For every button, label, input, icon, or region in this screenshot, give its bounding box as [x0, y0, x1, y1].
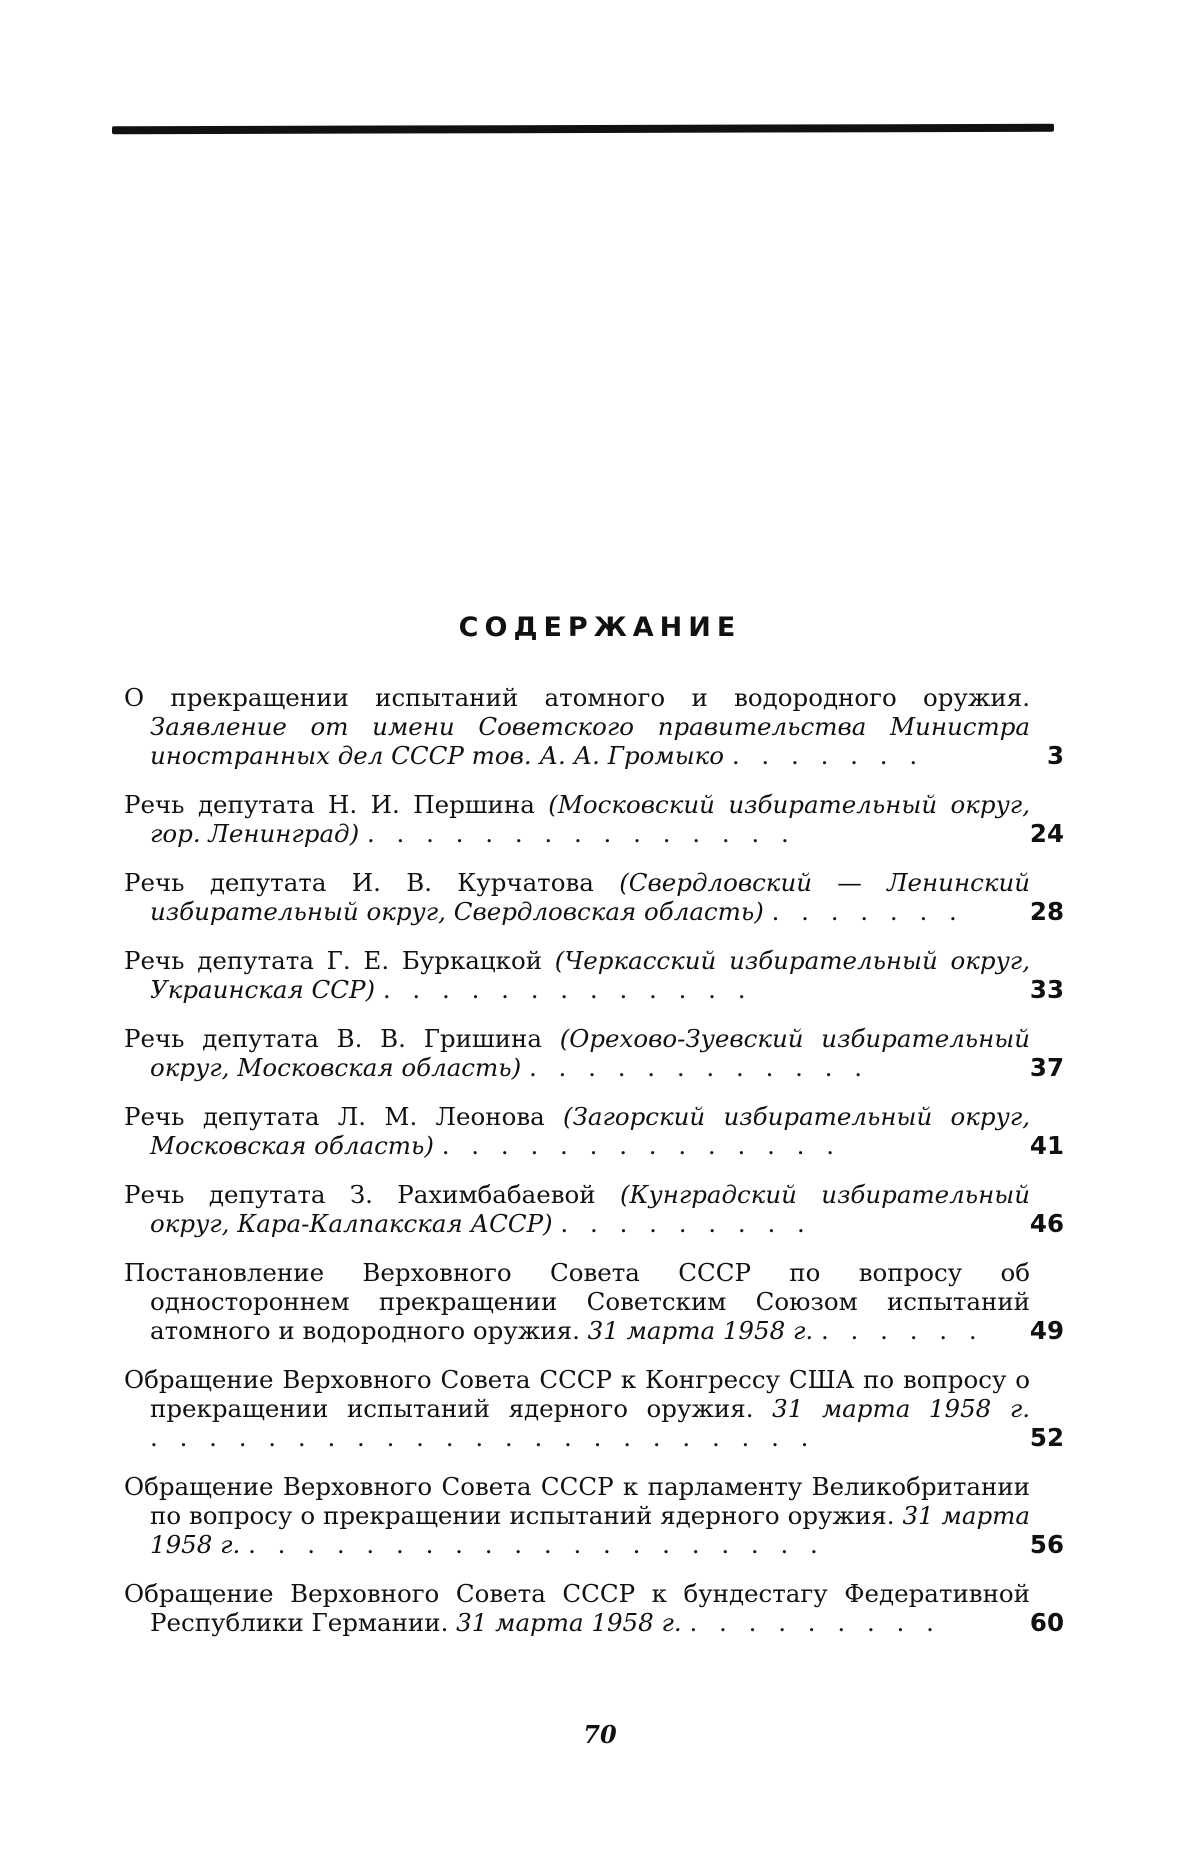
- toc-entry-title: Постановление Верховного Совета СССР по вопросу об одностороннем прекращении Советским Союзом испытаний атомного и водородного оружия.: [124, 1258, 1030, 1345]
- table-of-contents: [124, 683, 1064, 1657]
- toc-entry: [124, 1579, 1064, 1637]
- toc-page-number: 24: [1029, 819, 1064, 848]
- toc-entry: [124, 1365, 1064, 1452]
- toc-page-number: 49: [1029, 1316, 1064, 1345]
- toc-entry: [124, 683, 1064, 770]
- toc-entry-subtitle: 31 марта 1958 г.: [587, 1316, 814, 1345]
- dot-leader: . . . . . . .: [771, 897, 964, 926]
- toc-page-number: 3: [1046, 741, 1064, 770]
- toc-entry-title: Обращение Верховного Совета СССР к парламенту Великобритании по вопросу о прекращении испытаний ядерного оружия.: [124, 1472, 1030, 1530]
- dot-leader: . . . . . .: [820, 1316, 984, 1345]
- dot-leader: . . . . . . .: [731, 741, 925, 770]
- dot-leader: . . . . . . . . . . . . . .: [441, 1131, 842, 1160]
- toc-entry-text: [124, 1180, 1030, 1238]
- toc-entry: [124, 1258, 1064, 1345]
- toc-entry-title: Речь депутата Н. И. Першина: [124, 790, 535, 819]
- toc-entry-title: Обращение Верховного Совета СССР к Конгрессу США по вопросу о прекращении испытаний ядерного оружия.: [124, 1365, 1030, 1423]
- toc-entry-subtitle: 31 марта 1958 г.: [772, 1394, 1030, 1423]
- toc-entry-title: Речь депутата В. В. Гришина: [124, 1024, 542, 1053]
- toc-entry-title: Обращение Верховного Совета СССР к бундестагу Федеративной Республики Германии.: [124, 1579, 1030, 1637]
- toc-entry-text: [124, 683, 1030, 770]
- toc-entry-subtitle: (Кунградский избирательный округ, Кара-Калпакская АССР): [150, 1180, 1030, 1238]
- toc-entry: [124, 1024, 1064, 1082]
- toc-entry: [124, 1180, 1064, 1238]
- toc-entry-text: [124, 790, 1030, 848]
- toc-entry-title: Речь депутата И. В. Курчатова: [124, 868, 594, 897]
- toc-entry-text: [124, 1365, 1030, 1452]
- contents-heading: СОДЕРЖАНИЕ: [458, 612, 742, 643]
- toc-entry-text: [124, 1102, 1030, 1160]
- toc-entry: [124, 1472, 1064, 1559]
- toc-page-number: 37: [1029, 1053, 1064, 1082]
- toc-entry-text: [124, 1258, 1030, 1345]
- toc-entry-text: [124, 1579, 1030, 1637]
- dot-leader: . . . . . . . . . . . . . . .: [366, 819, 796, 848]
- dot-leader: . . . . . . . . .: [560, 1209, 812, 1238]
- toc-entry-title: Речь депутата З. Рахимбабаевой: [124, 1180, 596, 1209]
- toc-entry: [124, 946, 1064, 1004]
- dot-leader: . . . . . . . . . . . . . . . . . . . .: [248, 1530, 825, 1559]
- top-rule: [112, 124, 1054, 134]
- dot-leader: . . . . . . . . . . . .: [528, 1053, 870, 1082]
- toc-entry-text: [124, 1024, 1030, 1082]
- toc-entry-title: Речь депутата Л. М. Леонова: [124, 1102, 545, 1131]
- toc-page-number: 60: [1029, 1608, 1064, 1637]
- toc-entry-title: Речь депутата Г. Е. Буркацкой: [124, 946, 543, 975]
- toc-page-number: 56: [1029, 1530, 1064, 1559]
- toc-entry-subtitle: (Свердловский — Ленинский избирательный округ, Свердловская область): [150, 868, 1031, 926]
- toc-entry: [124, 868, 1064, 926]
- toc-entry-subtitle: 31 марта 1958 г.: [150, 1501, 1030, 1559]
- toc-entry-subtitle: Заявление от имени Советского правительства Министра иностранных дел СССР тов. А. А. Громыко: [150, 712, 1030, 770]
- toc-page-number: 52: [1029, 1423, 1064, 1452]
- toc-entry-text: [124, 1472, 1030, 1559]
- toc-page-number: 46: [1029, 1209, 1064, 1238]
- toc-entry-title: О прекращении испытаний атомного и водородного оружия.: [124, 683, 1030, 712]
- toc-entry-text: [124, 868, 1030, 926]
- page-number: 70: [583, 1720, 617, 1749]
- toc-entry-subtitle: (Загорский избирательный округ, Московская область): [150, 1102, 1030, 1160]
- toc-entry-text: [124, 946, 1030, 1004]
- toc-page-number: 28: [1029, 897, 1064, 926]
- toc-entry-subtitle: (Орехово-Зуевский избирательный округ, Московская область): [150, 1024, 1031, 1082]
- toc-page-number: 33: [1029, 975, 1064, 1004]
- toc-entry: [124, 790, 1064, 848]
- toc-entry-subtitle: (Черкасский избирательный округ, Украинская ССР): [150, 946, 1030, 1004]
- toc-entry: [124, 1102, 1064, 1160]
- dot-leader: . . . . . . . . . . . . .: [382, 975, 753, 1004]
- dot-leader: . . . . . . . . . . . . . . . . . . . . . . .: [150, 1423, 816, 1452]
- dot-leader: . . . . . . . . .: [689, 1608, 941, 1637]
- toc-entry-subtitle: (Московский избирательный округ, гор. Ленинград): [150, 790, 1030, 848]
- toc-entry-subtitle: 31 марта 1958 г.: [456, 1608, 682, 1637]
- toc-page-number: 41: [1029, 1131, 1064, 1160]
